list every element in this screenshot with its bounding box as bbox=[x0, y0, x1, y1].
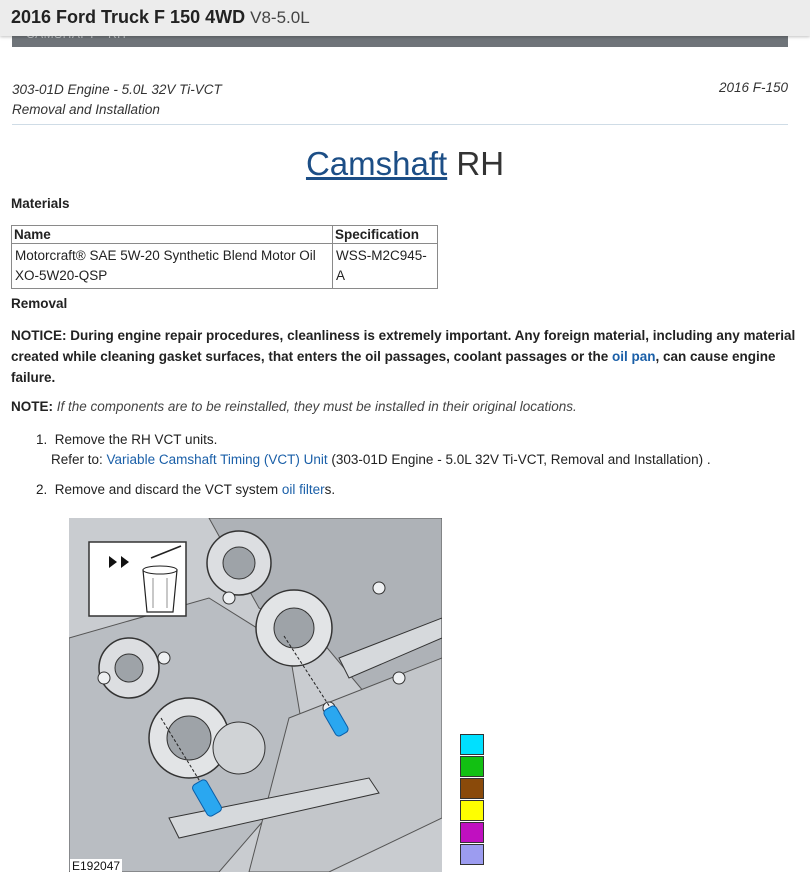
step-number: 1. bbox=[36, 432, 48, 447]
figure-label: E192047 bbox=[72, 859, 121, 873]
removal-heading: Removal bbox=[11, 296, 68, 311]
engine-name: V8-5.0L bbox=[250, 8, 310, 27]
step-text-end: s. bbox=[324, 482, 336, 497]
legend-swatch-magenta bbox=[460, 822, 484, 843]
notice-block bbox=[11, 325, 801, 388]
legend-swatch-yellow bbox=[460, 800, 484, 821]
material-part-number: XO-5W20-QSP bbox=[15, 268, 108, 283]
step-list bbox=[36, 430, 711, 510]
step-text: Remove and discard the VCT system bbox=[54, 482, 279, 497]
list-item bbox=[36, 430, 711, 470]
refer-label: Refer to: bbox=[51, 452, 103, 467]
procedure-type: Removal and Installation bbox=[12, 102, 160, 117]
page-title bbox=[0, 145, 810, 183]
column-header-name: Name bbox=[12, 226, 333, 244]
materials-heading: Materials bbox=[11, 196, 70, 211]
step-text: Remove the RH VCT units. bbox=[54, 432, 218, 447]
column-header-spec: Specification bbox=[333, 226, 438, 244]
table-row bbox=[12, 244, 438, 289]
engine-drawing bbox=[69, 518, 442, 872]
material-name: Motorcraft® SAE 5W-20 Synthetic Blend Motor Oil bbox=[15, 248, 316, 263]
notice-label: NOTICE: bbox=[11, 328, 67, 343]
oil-filter-link[interactable]: oil filter bbox=[281, 482, 325, 497]
legend-swatch-cyan bbox=[460, 734, 484, 755]
vehicle-title bbox=[11, 7, 310, 28]
material-spec: WSS-M2C945-A bbox=[333, 244, 438, 289]
notice-text: During engine repair procedures, cleanliness is extremely important. Any foreign material, including any material created while cleaning gasket surfaces, that enters the oil passages, coolant passages or the bbox=[11, 328, 796, 364]
document-meta bbox=[12, 80, 222, 120]
title-rest: RH bbox=[456, 145, 505, 182]
material-name-cell bbox=[12, 244, 333, 289]
discard-icon bbox=[89, 542, 186, 616]
notice-text-end: , can cause engine failure. bbox=[11, 349, 776, 385]
note-block bbox=[11, 399, 577, 414]
oil-pan-link[interactable]: oil pan bbox=[611, 349, 656, 364]
refer-suffix: (303-01D Engine - 5.0L 32V Ti-VCT, Removal and Installation) . bbox=[331, 452, 711, 467]
vehicle-name: 2016 Ford Truck F 150 4WD bbox=[11, 7, 246, 27]
table-header-row bbox=[12, 226, 438, 244]
step-number: 2. bbox=[36, 482, 48, 497]
note-label: NOTE: bbox=[11, 399, 53, 414]
divider bbox=[12, 124, 788, 125]
list-item bbox=[36, 480, 711, 500]
section-band bbox=[12, 36, 788, 47]
legend-swatch-brown bbox=[460, 778, 484, 799]
title-link[interactable]: Camshaft bbox=[305, 145, 448, 182]
engine-reference: 303-01D Engine - 5.0L 32V Ti-VCT bbox=[12, 82, 222, 97]
materials-table bbox=[11, 225, 438, 289]
color-legend bbox=[460, 734, 484, 866]
engine-illustration bbox=[69, 518, 442, 872]
model-year: 2016 F-150 bbox=[718, 80, 788, 95]
note-text: If the components are to be reinstalled, they must be installed in their original locations. bbox=[56, 399, 577, 414]
vct-unit-link[interactable]: Variable Camshaft Timing (VCT) Unit bbox=[106, 452, 328, 467]
legend-swatch-lavender bbox=[460, 844, 484, 865]
legend-swatch-green bbox=[460, 756, 484, 777]
header-bar bbox=[0, 0, 810, 36]
